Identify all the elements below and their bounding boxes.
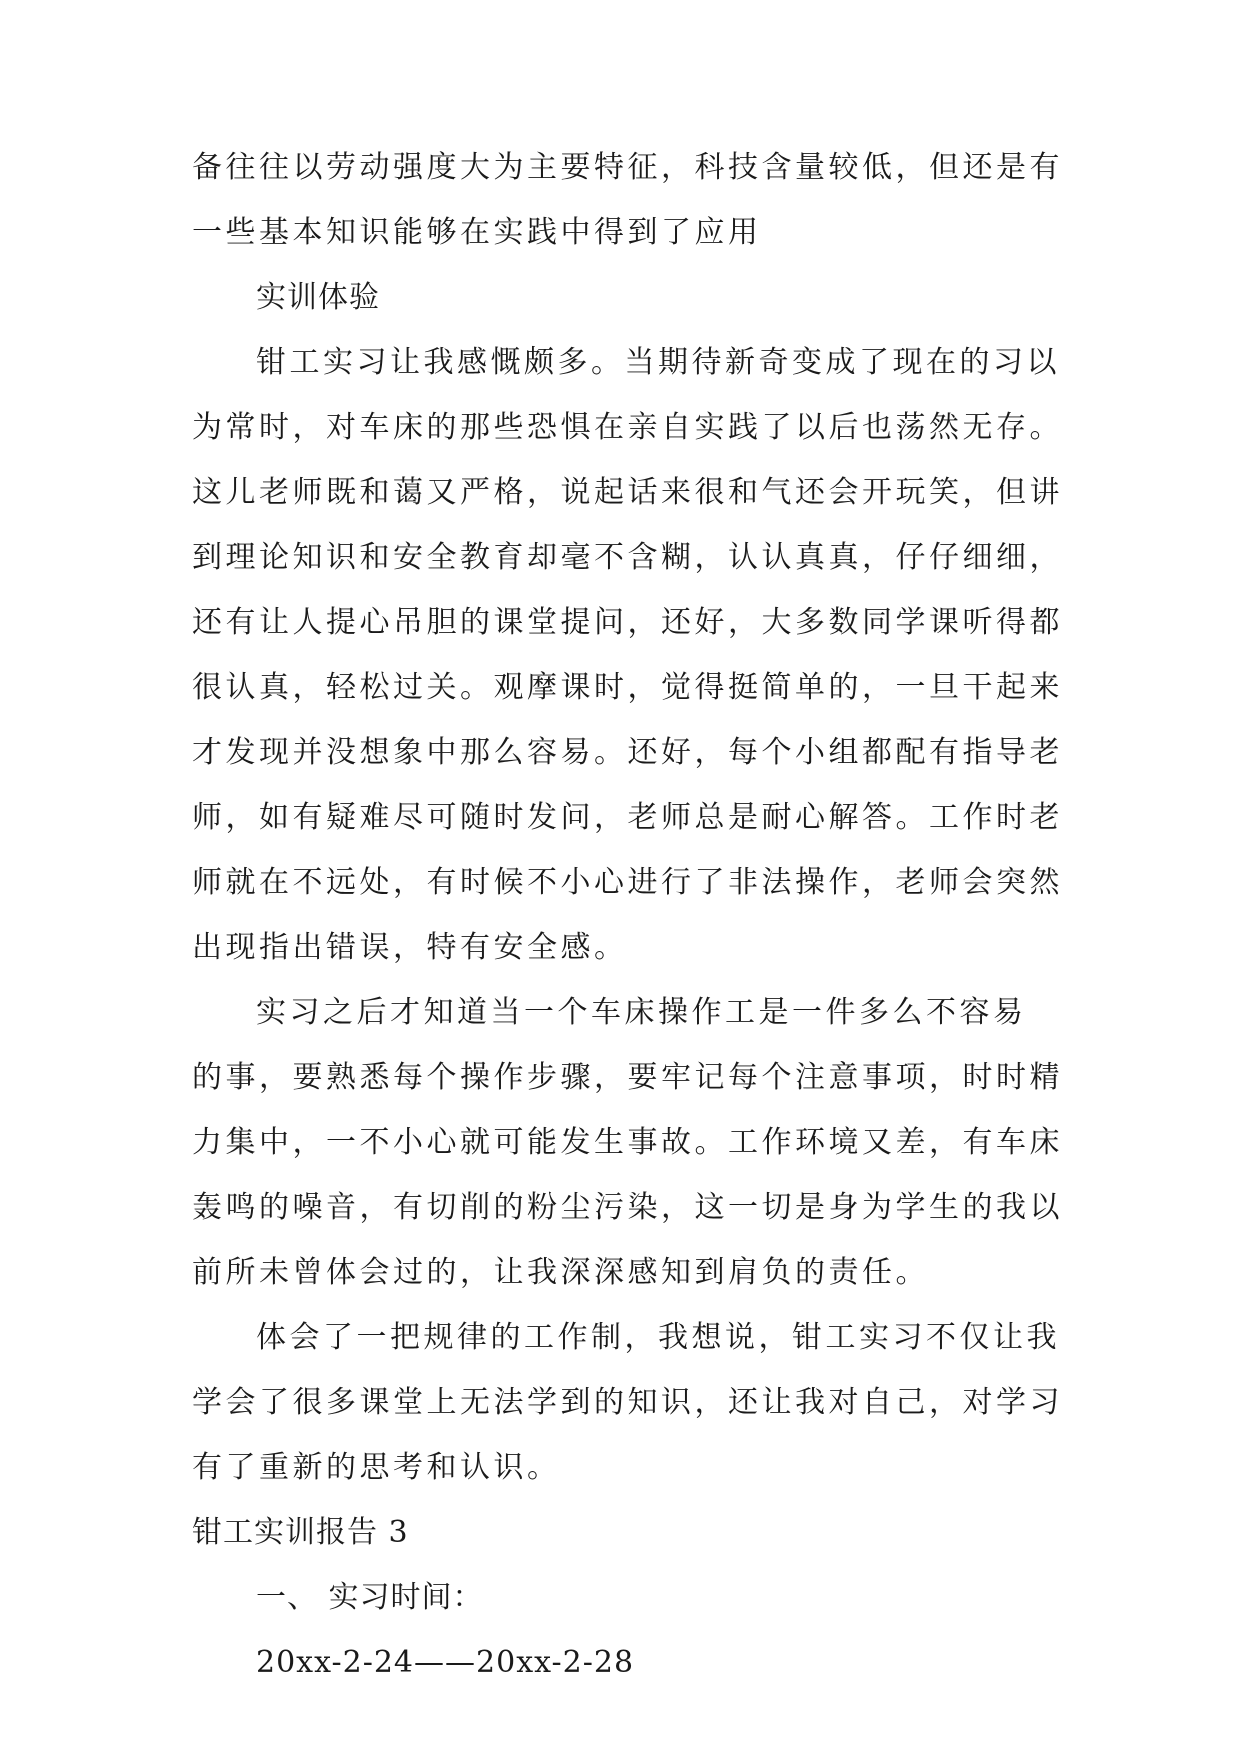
paragraph-line: 一些基本知识能够在实践中得到了应用 bbox=[192, 215, 762, 250]
paragraph-line: 有了重新的思考和认识。 bbox=[192, 1450, 561, 1485]
paragraph-line: 备往往以劳动强度大为主要特征，科技含量较低，但还是有 bbox=[192, 150, 1063, 185]
paragraph-line: 实习之后才知道当一个车床操作工是一件多么不容易 bbox=[256, 995, 1027, 1030]
paragraph-line: 才发现并没想象中那么容易。还好，每个小组都配有指导老 bbox=[192, 735, 1063, 770]
section-heading: 实训体验 bbox=[256, 280, 380, 315]
paragraph-line: 师，如有疑难尽可随时发问，老师总是耐心解答。工作时老 bbox=[192, 800, 1063, 835]
date-range: 20xx-2-24——20xx-2-28 bbox=[256, 1645, 635, 1680]
paragraph-line: 很认真，轻松过关。观摩课时，觉得挺简单的，一旦干起来 bbox=[192, 670, 1063, 705]
paragraph-line: 师就在不远处，有时候不小心进行了非法操作，老师会突然 bbox=[192, 865, 1063, 900]
paragraph-line: 为常时，对车床的那些恐惧在亲自实践了以后也荡然无存。 bbox=[192, 410, 1063, 445]
paragraph-line: 到理论知识和安全教育却毫不含糊，认认真真，仔仔细细， bbox=[192, 540, 1063, 575]
paragraph-line: 还有让人提心吊胆的课堂提问，还好，大多数同学课听得都 bbox=[192, 605, 1063, 640]
paragraph-line: 力集中，一不小心就可能发生事故。工作环境又差，有车床 bbox=[192, 1125, 1063, 1160]
paragraph-line: 学会了很多课堂上无法学到的知识，还让我对自己，对学习 bbox=[192, 1385, 1063, 1420]
section-heading: 一、 实习时间： bbox=[256, 1580, 484, 1615]
paragraph-line: 出现指出错误，特有安全感。 bbox=[192, 930, 628, 965]
paragraph-line: 前所未曾体会过的，让我深深感知到肩负的责任。 bbox=[192, 1255, 929, 1290]
paragraph-line: 钳工实习让我感慨颇多。当期待新奇变成了现在的习以 bbox=[256, 345, 1060, 380]
paragraph-line: 这儿老师既和蔼又严格，说起话来很和气还会开玩笑，但讲 bbox=[192, 475, 1063, 510]
paragraph-line: 轰鸣的噪音，有切削的粉尘污染，这一切是身为学生的我以 bbox=[192, 1190, 1063, 1225]
paragraph-line: 体会了一把规律的工作制，我想说，钳工实习不仅让我 bbox=[256, 1320, 1060, 1355]
report-title: 钳工实训报告 3 bbox=[192, 1515, 409, 1550]
paragraph-line: 的事，要熟悉每个操作步骤，要牢记每个注意事项，时时精 bbox=[192, 1060, 1063, 1095]
